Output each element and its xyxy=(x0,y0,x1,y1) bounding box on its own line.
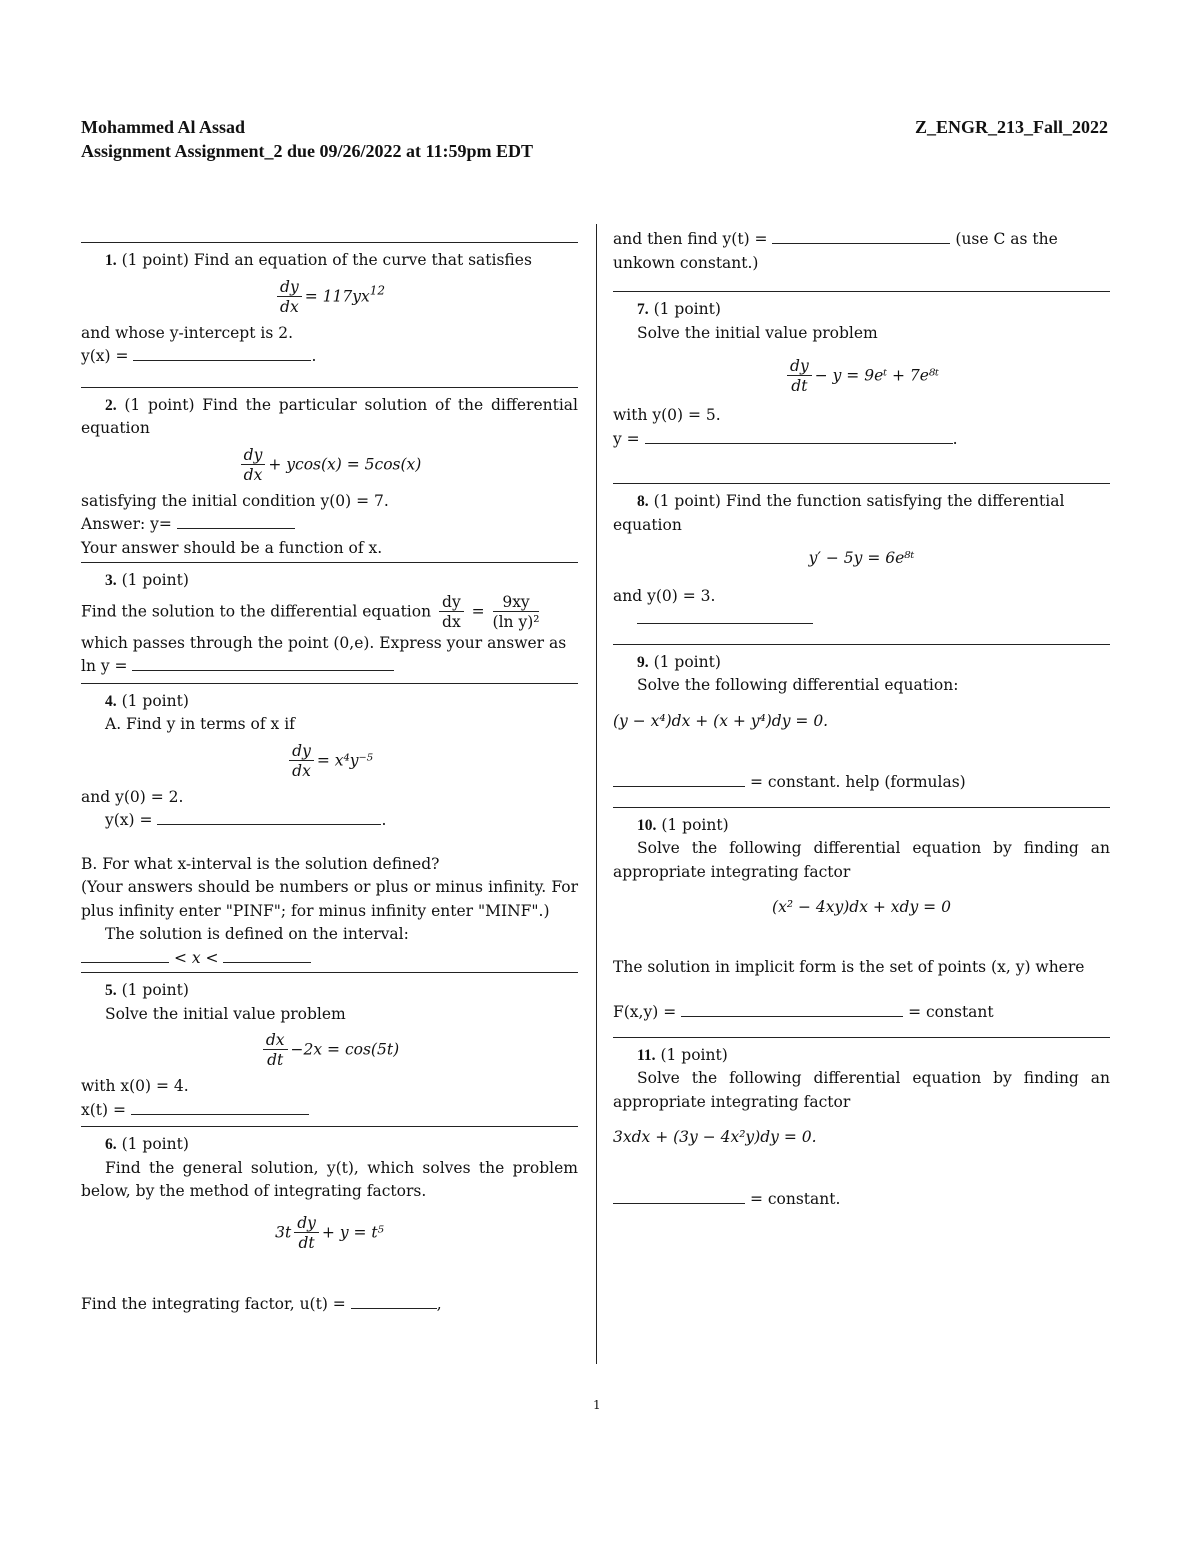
problem-6-continued: and then find y(t) = (use C as the unkown constant.) xyxy=(613,230,1058,272)
answer-field-10[interactable] xyxy=(681,1001,903,1017)
right-column xyxy=(613,228,1110,1211)
p11-equation: 3xdx + (3y − 4x²y)dy = 0. xyxy=(613,1128,817,1146)
p5-equation: $\frac{dx}{dt}$ −2x = cos(5t) xyxy=(81,1031,578,1070)
problem-7: 7. (1 point) Solve the initial value problem $\frac{dy}{dt}$ − y = 9eᵗ + 7e⁸ᵗ with y(0) = 5. y = . xyxy=(613,291,1110,451)
assignment-title: Assignment Assignment_2 due 09/26/2022 at 11:59pm EDT xyxy=(81,141,534,161)
answer-field-5[interactable] xyxy=(131,1099,309,1115)
integrating-factor-field[interactable] xyxy=(351,1293,437,1309)
p4-equation: $\frac{dy}{dx}$ = x⁴y⁻⁵ xyxy=(81,742,578,781)
interval-lower-field[interactable] xyxy=(81,947,169,963)
answer-field-6[interactable] xyxy=(772,228,950,244)
p10-equation: (x² − 4xy)dx + xdy = 0 xyxy=(772,898,951,916)
help-formulas-link[interactable]: help (formulas) xyxy=(845,773,966,791)
problem-2: 2. (1 point) Find the particular solution of the differential equation $\frac{dy}{dx}$ + ycos(x) = 5cos(x) satisfying the initial condition y(0) = 7. Answer: y= Your answer should be a function of x. xyxy=(81,387,578,561)
answer-field-2[interactable] xyxy=(177,513,295,529)
left-column xyxy=(81,228,578,1316)
problem-8: 8. (1 point) Find the function satisfying the differential equation y′ − 5y = 6e⁸ᵗ and y(0) = 3. xyxy=(613,483,1110,632)
p6-equation: 3t $\frac{dy}{dt}$ + y = t⁵ xyxy=(275,1213,384,1252)
interval-upper-field[interactable] xyxy=(223,947,311,963)
problem-10: 10. (1 point) Solve the following differential equation by finding an appropriate integrating factor (x² − 4xy)dx + xdy = 0 The solution in implicit form is the set of points (x, y) where F(x,y) = = constant xyxy=(613,807,1110,1025)
problem-1: 1. (1 point) Find an equation of the curve that satisfies $\frac{dy}{dx}$ = $117yx^{12}$ and whose y-intercept is 2. y(x) = . xyxy=(81,242,578,369)
answer-field-7[interactable] xyxy=(645,428,953,444)
problem-9: 9. (1 point) Solve the following differential equation: (y − x⁴)dx + (x + y⁴)dy = 0. = constant. help (formulas) xyxy=(613,644,1110,795)
student-name: Mohammed Al Assad xyxy=(81,117,246,137)
page-number: 1 xyxy=(593,1398,601,1412)
p8-equation: y′ − 5y = 6e⁸ᵗ xyxy=(808,549,915,567)
problem-11: 11. (1 point) Solve the following differential equation by finding an appropriate integrating factor 3xdx + (3y − 4x²y)dy = 0. = constant. xyxy=(613,1037,1110,1212)
answer-field-4a[interactable] xyxy=(157,809,381,825)
course-code: Z_ENGR_213_Fall_2022 xyxy=(914,117,1108,137)
problem-3: 3. (1 point) Find the solution to the differential equation $\frac{dy}{dx}$ = $\frac{9xy}{\text{(ln y)²}}$ which passes through the point (0,e). Express your answer as ln y = xyxy=(81,562,578,679)
p2-equation: $\frac{dy}{dx}$ + ycos(x) = 5cos(x) xyxy=(81,446,578,485)
p9-equation: (y − x⁴)dx + (x + y⁴)dy = 0. xyxy=(613,711,829,730)
problem-6: 6. (1 point) Find the general solution, y(t), which solves the problem below, by the method of integrating factors. 3t $\frac{dy}{dt}$ + y = t⁵ Find the integrating factor, u(t) = , xyxy=(81,1126,578,1316)
p1-equation: $\frac{dy}{dx}$ = $117yx^{12}$ xyxy=(81,278,578,317)
column-divider xyxy=(596,224,597,1364)
answer-field-3[interactable] xyxy=(132,655,394,671)
p7-equation: $\frac{dy}{dt}$ − y = 9eᵗ + 7e⁸ᵗ xyxy=(613,357,1110,396)
answer-field-9[interactable] xyxy=(613,771,745,787)
answer-field-11[interactable] xyxy=(613,1188,745,1204)
answer-field-8[interactable] xyxy=(637,608,813,624)
problem-5: 5. (1 point) Solve the initial value problem $\frac{dx}{dt}$ −2x = cos(5t) with x(0) = 4. x(t) = xyxy=(81,972,578,1122)
answer-field-1[interactable] xyxy=(133,345,311,361)
problem-4: 4. (1 point) A. Find y in terms of x if $\frac{dy}{dx}$ = x⁴y⁻⁵ and y(0) = 2. y(x) = . B. For what x-interval is the solution defined? (Your answers should be numbers or plus or minus infinity. For plus infinity enter "PINF"; for minus infinity enter "MINF".) The solution is defined on the interval: < x < xyxy=(81,683,578,971)
